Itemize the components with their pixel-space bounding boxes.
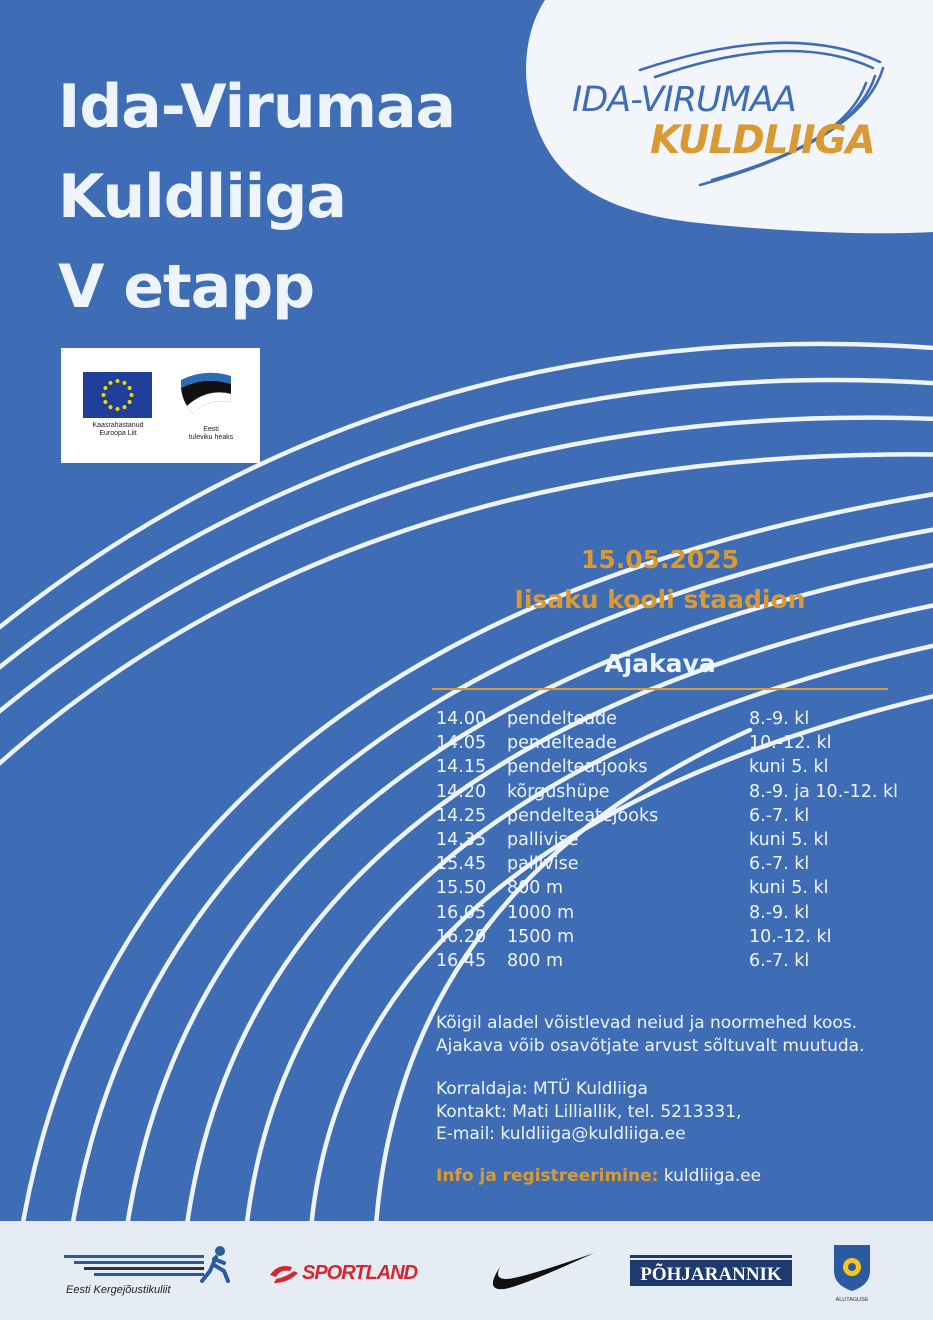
email-text: E-mail: kuldliiga@kuldliiga.ee (436, 1124, 686, 1144)
row-class: kuni 5. kl (749, 829, 829, 850)
pohjarannik-name: PÕHJARANNIK (640, 1264, 782, 1285)
schedule-title: Ajakava (604, 649, 716, 678)
row-event: 1000 m (507, 902, 575, 923)
ekjl-name: Eesti Kergejõustikuliit (66, 1284, 171, 1296)
estonia-caption: Eesti tuleviku heaks (188, 426, 234, 441)
row-event: pallivise (507, 829, 579, 850)
note-line-1: Kõigil aladel võistlevad neiud ja noormehed koos. (436, 1013, 858, 1033)
eu-caption: Kaasrahastanud Euroopa Liit (92, 422, 144, 437)
row-event: pendelteade (507, 709, 617, 729)
row-time: 14.35 (436, 829, 487, 850)
eu-flag-icon (83, 372, 152, 418)
pohjarannik-logo (630, 1255, 792, 1287)
row-event: pendelteade (507, 733, 617, 754)
notes (436, 1012, 865, 1057)
sportland-name: SPORTLAND (302, 1262, 418, 1284)
row-class: 8.-9. kl (749, 709, 810, 729)
row-time: 16.20 (436, 926, 487, 947)
page-title (58, 62, 455, 332)
alutaguse-name: ALUTAGUSE (835, 1297, 869, 1303)
row-time: 14.00 (436, 709, 487, 729)
row-time: 14.15 (436, 757, 487, 778)
info-label: Info ja registreerimine: (436, 1166, 659, 1186)
title-line-2: Kuldliiga (58, 162, 346, 232)
row-class: 10.-12. kl (749, 926, 832, 947)
estonia-flag-icon (173, 366, 237, 428)
row-event: pallivise (507, 854, 579, 875)
info-line (436, 1166, 761, 1186)
row-event: 800 m (507, 950, 564, 971)
row-class: 6.-7. kl (749, 950, 810, 971)
row-time: 15.50 (436, 878, 487, 899)
sportland-logo (268, 1257, 458, 1285)
schedule-divider (432, 688, 888, 690)
row-class: 10.-12. kl (749, 733, 832, 754)
logo-title-bottom: KULDLIIGA (650, 118, 875, 163)
row-class: kuni 5. kl (749, 757, 829, 778)
row-time: 16.05 (436, 902, 487, 923)
row-event: kõrgushüpe (507, 781, 610, 802)
event-date: 15.05.2025 (580, 545, 740, 574)
row-event: 800 m (507, 878, 564, 899)
nike-swoosh-icon (490, 1251, 596, 1293)
organizer-text: Korraldaja: MTÜ Kuldliiga (436, 1079, 648, 1099)
alutaguse-crest-icon (830, 1241, 874, 1303)
row-time: 16.45 (436, 950, 487, 971)
row-event: 1500 m (507, 926, 575, 947)
logo-title-top: IDA-VIRUMAA (572, 80, 796, 120)
row-time: 15.45 (436, 854, 487, 875)
row-class: kuni 5. kl (749, 878, 829, 899)
row-time: 14.05 (436, 733, 487, 754)
sponsor-footer (0, 1221, 933, 1320)
funding-logos-box (61, 348, 260, 463)
row-class: 8.-9. ja 10.-12. kl (749, 781, 898, 802)
info-link[interactable]: kuldliiga.ee (663, 1166, 762, 1186)
row-class: 8.-9. kl (749, 902, 810, 923)
row-time: 14.25 (436, 805, 487, 826)
row-event: pendelteatjooks (507, 757, 648, 778)
ekjl-logo (64, 1241, 234, 1297)
row-class: 6.-7. kl (749, 805, 810, 826)
row-time: 14.20 (436, 781, 487, 802)
title-line-1: Ida-Virumaa (58, 72, 456, 142)
row-event: pendelteatejooks (507, 805, 659, 826)
event-venue: Iisaku kooli staadion (514, 585, 806, 614)
contact-info (436, 1078, 741, 1146)
note-line-2: Ajakava võib osavõtjate arvust sõltuvalt muutuda. (436, 1035, 865, 1056)
contact-text: Kontakt: Mati Lilliallik, tel. 5213331, (436, 1101, 742, 1122)
title-line-3: V etapp (58, 252, 315, 322)
row-class: 6.-7. kl (749, 854, 810, 875)
